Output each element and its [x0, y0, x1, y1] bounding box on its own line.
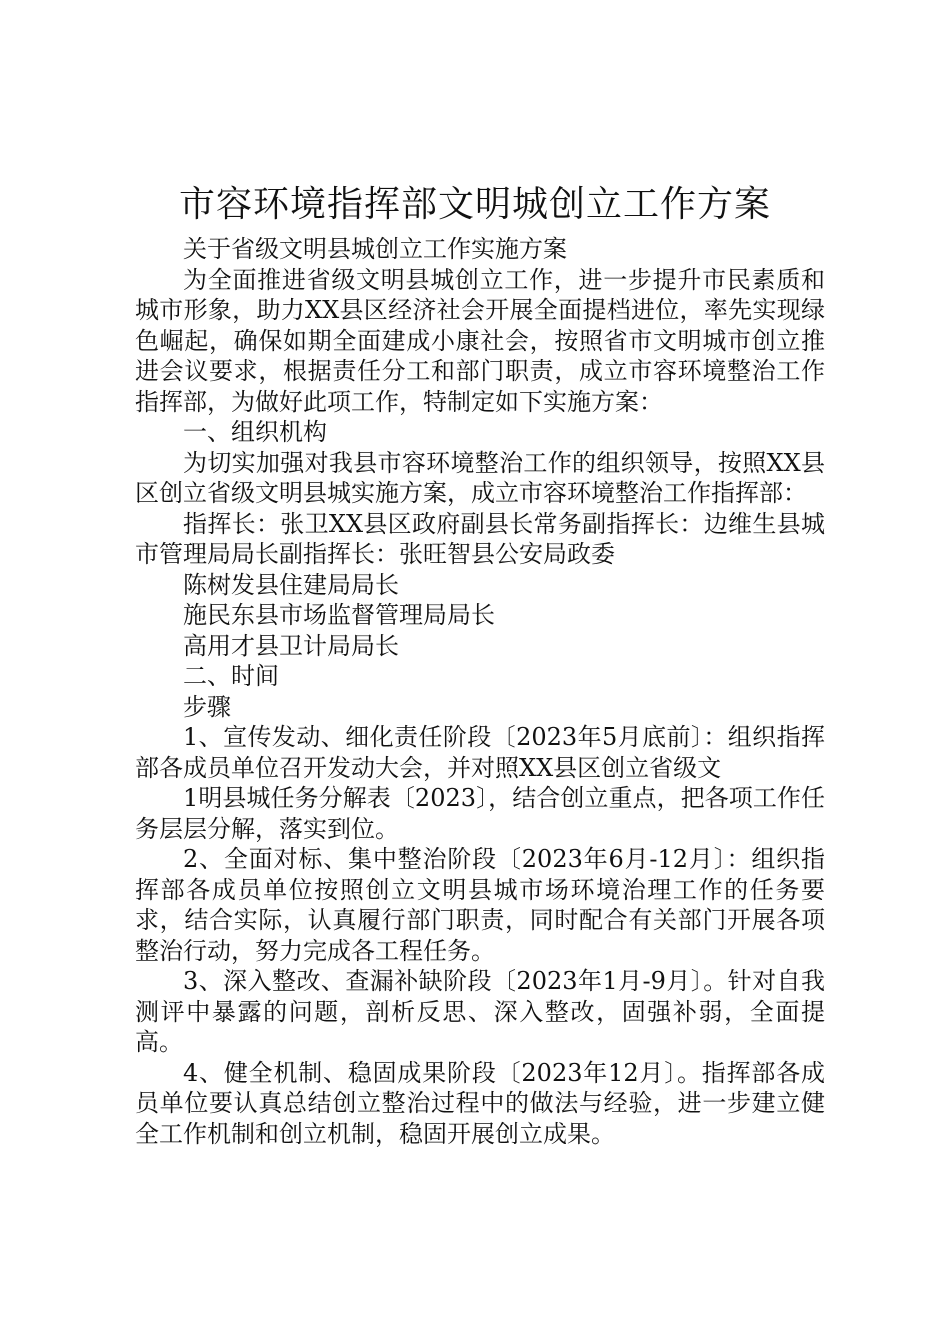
- step-2-paragraph: 2、全面对标、集中整治阶段〔2023年6月-12月〕：组织指挥部各成员单位按照创立文明县城市场环境治理工作的任务要求，结合实际，认真履行部门职责，同时配合有关部门开展各项整治行动，努力完成各工程任务。: [135, 845, 825, 965]
- document-title: 市容环境指挥部文明城创立工作方案: [178, 184, 771, 225]
- step-1-continued-paragraph: 1明县城任务分解表〔2023〕，结合创立重点，把各项工作任务层层分解，落实到位。: [135, 784, 825, 843]
- organization-paragraph: 为切实加强对我县市容环境整治工作的组织领导，按照XX县区创立省级文明县城实施方案，成立市容环境整治工作指挥部：: [135, 448, 825, 507]
- subtitle-paragraph: 关于省级文明县城创立工作实施方案: [183, 235, 567, 263]
- section-heading-organization: 一、组织机构: [183, 418, 327, 446]
- section-heading-steps: 步骤: [183, 692, 231, 721]
- step-1-paragraph: 1、宣传发动、细化责任阶段〔2023年5月底前〕：组织指挥部各成员单位召开发动大会，并对照XX县区创立省级文: [135, 723, 825, 782]
- document-body: [135, 234, 825, 1149]
- step-4-paragraph: 4、健全机制、稳固成果阶段〔2023年12月〕。指挥部各成员单位要认真总结创立整治过程中的做法与经验，进一步建立健全工作机制和创立机制，稳固开展创立成果。: [135, 1058, 825, 1148]
- section-heading-time: 二、时间: [183, 662, 279, 690]
- intro-paragraph: 为全面推进省级文明县城创立工作，进一步提升市民素质和城市形象，助力XX县区经济社会开展全面提档进位，率先实现绿色崛起，确保如期全面建成小康社会，按照省市文明城市创立推进会议要求，根据责任分工和部门职责，成立市容环境整治工作指挥部，为做好此项工作，特制定如下实施方案：: [135, 265, 825, 416]
- step-3-paragraph: 3、深入整改、查漏补缺阶段〔2023年1月-9月〕。针对自我测评中暴露的问题，剖析反思、深入整改，固强补弱，全面提高。: [135, 967, 825, 1056]
- member-line: 高用才县卫计局局长: [183, 631, 399, 660]
- commander-paragraph: 指挥长：张卫XX县区政府副县长常务副指挥长：边维生县城市管理局局长副指挥长：张旺智县公安局政委: [135, 509, 825, 568]
- member-line: 施民东县市场监督管理局局长: [183, 601, 495, 629]
- member-line: 陈树发县住建局局长: [183, 570, 399, 599]
